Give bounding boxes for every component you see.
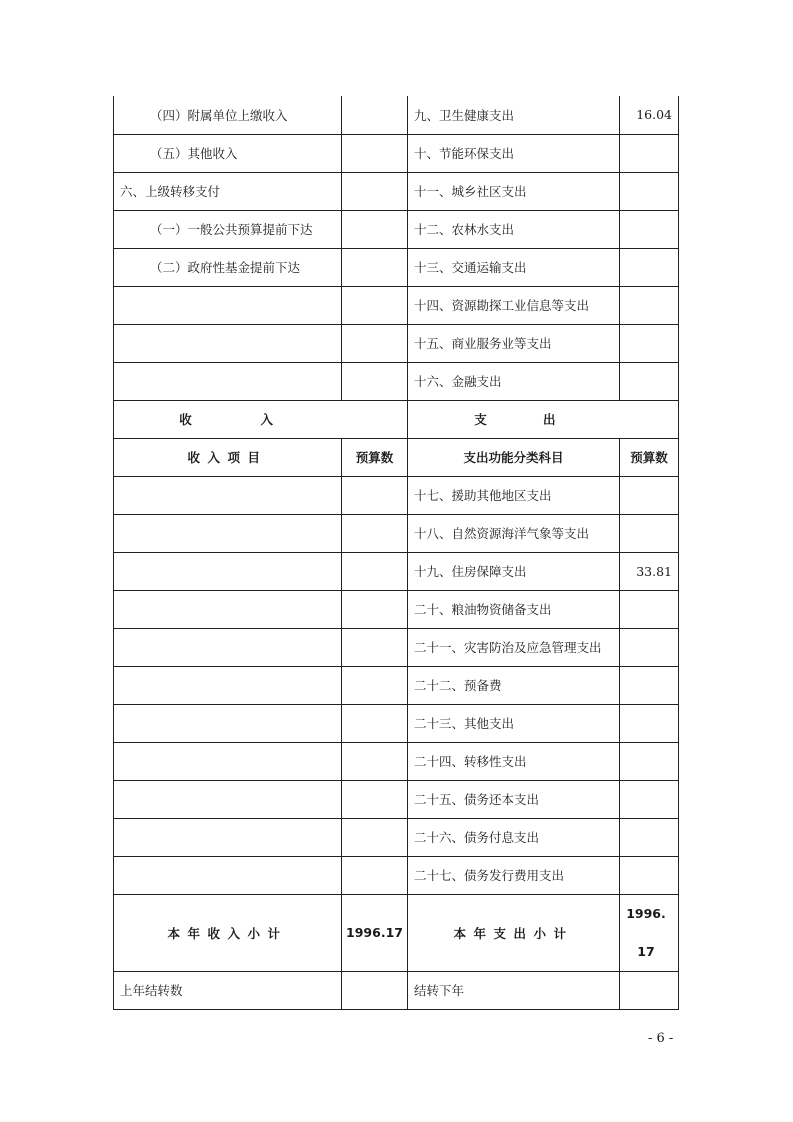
table-row <box>114 856 679 894</box>
table-row <box>114 552 679 590</box>
expense-carryover-amount <box>620 971 679 1009</box>
income-item-cell <box>114 286 342 324</box>
income-amount-cell <box>342 286 408 324</box>
income-amount-cell <box>342 552 408 590</box>
table-row <box>114 172 679 210</box>
expense-item-cell: 二十六、债务付息支出 <box>408 818 620 856</box>
income-item-header: 收入项目 <box>114 438 342 476</box>
income-item-cell: 六、上级转移支付 <box>114 172 342 210</box>
expense-amount-cell <box>620 210 679 248</box>
expense-amount-cell <box>620 666 679 704</box>
table-row <box>114 324 679 362</box>
income-amount-header: 预算数 <box>342 438 408 476</box>
expense-amount-cell <box>620 590 679 628</box>
page-number: - 6 - <box>648 1031 674 1046</box>
expense-item-cell: 二十三、其他支出 <box>408 704 620 742</box>
expense-amount-cell <box>620 248 679 286</box>
income-amount-cell <box>342 818 408 856</box>
expense-item-cell: 九、卫生健康支出 <box>408 96 620 134</box>
table-row <box>114 514 679 552</box>
income-item-cell <box>114 818 342 856</box>
income-item-cell: （五）其他收入 <box>114 134 342 172</box>
income-section-header: 收入 <box>114 400 408 438</box>
expense-amount-cell <box>620 856 679 894</box>
table-row <box>114 628 679 666</box>
income-item-cell <box>114 742 342 780</box>
carryover-row <box>114 971 679 1009</box>
expense-item-cell: 二十二、预备费 <box>408 666 620 704</box>
expense-item-cell: 十、节能环保支出 <box>408 134 620 172</box>
expense-section-header: 支出 <box>408 400 679 438</box>
expense-amount-cell <box>620 780 679 818</box>
table-row <box>114 780 679 818</box>
expense-amount-cell <box>620 324 679 362</box>
income-amount-cell <box>342 628 408 666</box>
expense-amount-cell: 16.04 <box>620 96 679 134</box>
expense-subtotal-amount: 1996.17 <box>620 894 679 971</box>
income-amount-cell <box>342 514 408 552</box>
table-totals <box>114 894 679 1009</box>
income-item-cell <box>114 628 342 666</box>
income-amount-cell <box>342 134 408 172</box>
expense-amount-cell: 33.81 <box>620 552 679 590</box>
expense-item-cell: 二十一、灾害防治及应急管理支出 <box>408 628 620 666</box>
income-item-cell <box>114 324 342 362</box>
expense-amount-cell <box>620 514 679 552</box>
income-amount-cell <box>342 704 408 742</box>
table-headers <box>114 400 679 476</box>
table-row <box>114 590 679 628</box>
table-body-top <box>114 96 679 400</box>
expense-amount-cell <box>620 818 679 856</box>
table-row <box>114 704 679 742</box>
income-item-cell: （四）附属单位上缴收入 <box>114 96 342 134</box>
expense-item-cell: 二十五、债务还本支出 <box>408 780 620 818</box>
table-row <box>114 742 679 780</box>
expense-item-cell: 十九、住房保障支出 <box>408 552 620 590</box>
income-item-cell <box>114 514 342 552</box>
income-amount-cell <box>342 742 408 780</box>
expense-item-cell: 二十七、债务发行费用支出 <box>408 856 620 894</box>
income-item-cell <box>114 780 342 818</box>
income-amount-cell <box>342 476 408 514</box>
expense-item-cell: 二十四、转移性支出 <box>408 742 620 780</box>
table-row <box>114 476 679 514</box>
table-row <box>114 96 679 134</box>
income-item-cell: （一）一般公共预算提前下达 <box>114 210 342 248</box>
expense-amount-cell <box>620 476 679 514</box>
table-row <box>114 286 679 324</box>
expense-amount-cell <box>620 286 679 324</box>
income-amount-cell <box>342 362 408 400</box>
expense-subtotal-label: 本年支出小计 <box>408 894 620 971</box>
table-row <box>114 666 679 704</box>
expense-amount-cell <box>620 628 679 666</box>
expense-item-cell: 十六、金融支出 <box>408 362 620 400</box>
expense-amount-cell <box>620 362 679 400</box>
income-subtotal-amount: 1996.17 <box>342 894 408 971</box>
expense-item-cell: 十一、城乡社区支出 <box>408 172 620 210</box>
expense-carryover-label: 结转下年 <box>408 971 620 1009</box>
expense-item-cell: 十八、自然资源海洋气象等支出 <box>408 514 620 552</box>
income-carryover-amount <box>342 971 408 1009</box>
income-item-cell <box>114 704 342 742</box>
income-item-cell <box>114 552 342 590</box>
subtotal-row <box>114 894 679 971</box>
income-carryover-label: 上年结转数 <box>114 971 342 1009</box>
expense-item-header: 支出功能分类科目 <box>408 438 620 476</box>
income-amount-cell <box>342 172 408 210</box>
expense-amount-cell <box>620 134 679 172</box>
expense-item-cell: 十七、援助其他地区支出 <box>408 476 620 514</box>
table-row <box>114 818 679 856</box>
table-row <box>114 210 679 248</box>
table-row <box>114 248 679 286</box>
budget-table <box>113 96 679 1010</box>
income-amount-cell <box>342 96 408 134</box>
income-item-cell <box>114 666 342 704</box>
expense-amount-cell <box>620 742 679 780</box>
table-body-bottom <box>114 476 679 894</box>
expense-item-cell: 十五、商业服务业等支出 <box>408 324 620 362</box>
column-header-row <box>114 438 679 476</box>
income-amount-cell <box>342 780 408 818</box>
income-amount-cell <box>342 210 408 248</box>
expense-item-cell: 十三、交通运输支出 <box>408 248 620 286</box>
expense-amount-header: 预算数 <box>620 438 679 476</box>
income-item-cell <box>114 590 342 628</box>
income-item-cell: （二）政府性基金提前下达 <box>114 248 342 286</box>
expense-amount-cell <box>620 704 679 742</box>
income-item-cell <box>114 362 342 400</box>
expense-item-cell: 二十、粮油物资储备支出 <box>408 590 620 628</box>
section-header-row <box>114 400 679 438</box>
income-item-cell <box>114 856 342 894</box>
income-amount-cell <box>342 248 408 286</box>
income-subtotal-label: 本年收入小计 <box>114 894 342 971</box>
table-row <box>114 134 679 172</box>
income-item-cell <box>114 476 342 514</box>
expense-amount-cell <box>620 172 679 210</box>
expense-item-cell: 十二、农林水支出 <box>408 210 620 248</box>
income-amount-cell <box>342 666 408 704</box>
expense-item-cell: 十四、资源勘探工业信息等支出 <box>408 286 620 324</box>
income-amount-cell <box>342 590 408 628</box>
income-amount-cell <box>342 324 408 362</box>
income-amount-cell <box>342 856 408 894</box>
table-row <box>114 362 679 400</box>
